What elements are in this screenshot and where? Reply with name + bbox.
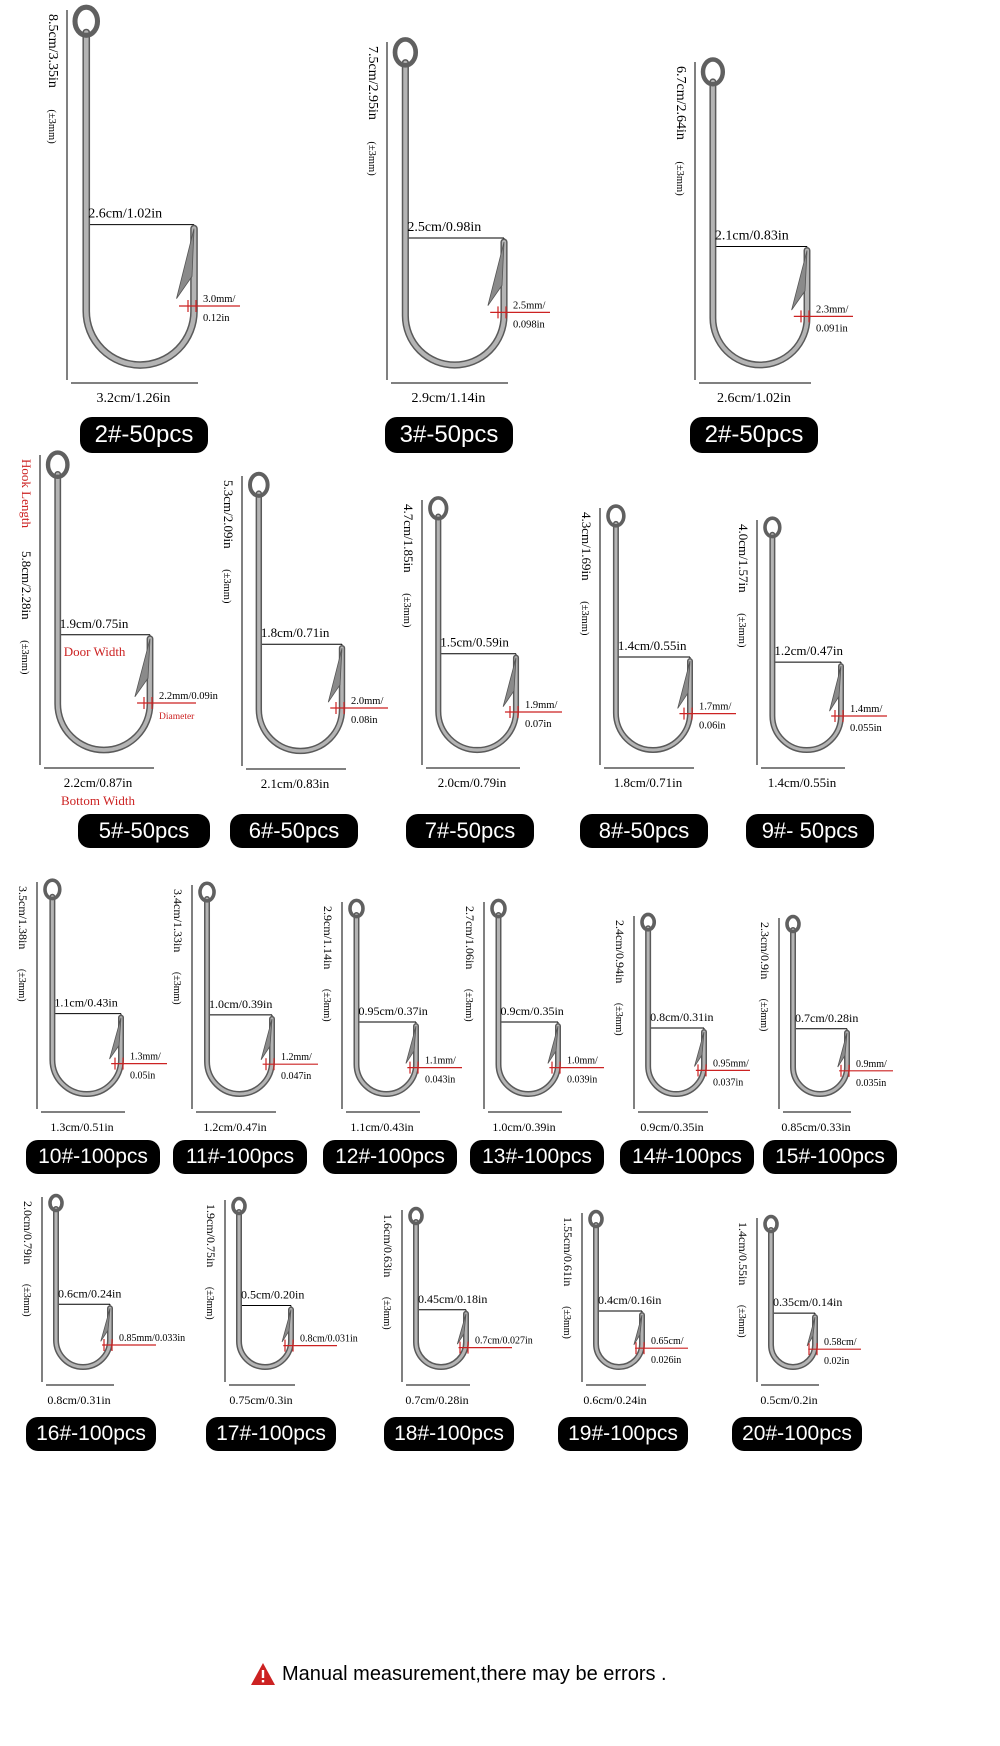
tolerance-label: (±3mm)	[171, 971, 182, 1005]
hook-shank	[58, 474, 150, 750]
size-badge: 10#-100pcs	[26, 1140, 160, 1174]
diameter-label: 1.2mm/	[281, 1052, 312, 1064]
length-label: 2.3cm/0.9in	[758, 922, 772, 980]
hook-item	[221, 474, 388, 791]
diameter-label-2: 0.037in	[713, 1077, 744, 1089]
length-label: 2.7cm/1.06in	[463, 906, 477, 970]
diameter-label-2: 0.026in	[651, 1355, 682, 1367]
length-label: 2.4cm/0.94in	[613, 920, 627, 984]
bottom-width-label: 1.8cm/0.71in	[613, 775, 683, 790]
hook-item	[463, 900, 604, 1134]
diameter-label: 1.7mm/	[699, 701, 732, 713]
door-width-label: 0.7cm/0.28in	[795, 1010, 859, 1025]
hook-item	[21, 1196, 185, 1408]
door-width-label: 1.5cm/0.59in	[440, 634, 509, 650]
diameter-label-2: 0.039in	[567, 1074, 598, 1086]
diameter-label: 0.65cm/	[651, 1336, 684, 1348]
size-badge: 13#-100pcs	[470, 1140, 604, 1174]
tolerance-label: (±3mm)	[736, 613, 747, 648]
door-width-label: 2.5cm/0.98in	[407, 220, 482, 236]
diameter-label: 2.3mm/	[816, 304, 849, 316]
hook-item	[16, 880, 167, 1134]
bottom-width-label: 0.75cm/0.3in	[229, 1393, 293, 1407]
length-label: 1.6cm/0.63in	[381, 1214, 395, 1278]
hook-item	[736, 1217, 861, 1408]
diameter-label: 2.5mm/	[513, 300, 546, 312]
door-width-label: 2.1cm/0.83in	[714, 228, 789, 244]
hook-shank	[405, 63, 504, 365]
tolerance-label: (±3mm)	[366, 141, 377, 176]
diameter-label: 1.9mm/	[525, 700, 558, 711]
diameter-label: 1.3mm/	[130, 1051, 161, 1063]
bottom-width-label: 1.3cm/0.51in	[50, 1120, 114, 1134]
hook-item	[45, 7, 240, 406]
bottom-width-label: 1.0cm/0.39in	[492, 1120, 556, 1134]
tolerance-label: (±3mm)	[204, 1286, 215, 1320]
bottom-width-label: 3.2cm/1.26in	[96, 391, 171, 406]
tolerance-label: (±3mm)	[16, 968, 27, 1002]
bottom-width-label: 2.6cm/1.02in	[717, 391, 791, 406]
size-badge: 20#-100pcs	[732, 1417, 862, 1451]
diameter-label: 0.8cm/0.031in	[300, 1333, 358, 1345]
tolerance-label: (±3mm)	[321, 988, 332, 1022]
door-width-label: 0.8cm/0.31in	[650, 1009, 714, 1024]
warning-triangle-icon	[250, 1662, 276, 1686]
size-badge: 14#-100pcs	[620, 1140, 754, 1174]
hook-shank-outline	[58, 474, 150, 750]
length-label: 3.4cm/1.33in	[171, 889, 185, 953]
diameter-label: 2.2mm/0.09in	[159, 691, 218, 702]
hook-item	[613, 914, 750, 1134]
door-width-caption: Door Width	[63, 643, 126, 659]
length-label: 1.9cm/0.75in	[204, 1204, 218, 1268]
hook-item	[736, 518, 887, 790]
tolerance-label: (±3mm)	[21, 1283, 32, 1317]
length-label: 1.55cm/0.61in	[561, 1217, 575, 1287]
tolerance-label: (±3mm)	[561, 1306, 572, 1339]
diameter-label: 2.0mm/	[351, 696, 384, 707]
bottom-width-label: 2.0cm/0.79in	[437, 775, 507, 790]
bottom-width-label: 2.1cm/0.83in	[260, 776, 330, 791]
hook-item	[401, 498, 562, 790]
hook-item	[365, 39, 550, 406]
bottom-width-label: 0.9cm/0.35in	[640, 1120, 704, 1134]
hook-shank	[713, 82, 807, 365]
diameter-label-2: 0.05in	[130, 1070, 156, 1082]
diameter-label: 1.1mm/	[425, 1055, 456, 1067]
bottom-width-label: 0.6cm/0.24in	[583, 1393, 647, 1407]
door-width-label: 0.45cm/0.18in	[418, 1291, 488, 1306]
diameter-label-2: 0.055in	[850, 723, 882, 734]
length-label: 4.0cm/1.57in	[736, 524, 751, 593]
length-label: 4.3cm/1.69in	[579, 512, 594, 581]
size-badge: 15#-100pcs	[763, 1140, 897, 1174]
tolerance-label: (±3mm)	[381, 1296, 392, 1330]
door-width-label: 1.1cm/0.43in	[54, 995, 118, 1010]
size-badge: 12#-100pcs	[323, 1140, 457, 1174]
hook-item	[758, 917, 893, 1135]
size-badge: 7#-50pcs	[406, 814, 534, 848]
tolerance-label: (±3mm)	[674, 161, 685, 196]
size-badge: 6#-50pcs	[230, 814, 358, 848]
hook-shank-outline	[405, 63, 504, 365]
size-badge: 5#-50pcs	[78, 814, 210, 848]
tolerance-label: (±3mm)	[463, 988, 474, 1022]
tolerance-label: (±3mm)	[613, 1002, 624, 1036]
tolerance-label: (±3mm)	[221, 569, 232, 604]
diameter-label: 0.85mm/0.033in	[119, 1333, 186, 1344]
tolerance-label: (±3mm)	[46, 109, 57, 144]
bottom-width-label: 1.2cm/0.47in	[203, 1120, 267, 1134]
length-label: 5.8cm/2.28in	[19, 551, 34, 620]
tolerance-label: (±3mm)	[579, 601, 590, 636]
door-width-label: 0.4cm/0.16in	[598, 1293, 662, 1308]
tolerance-label: (±3mm)	[401, 593, 412, 628]
tolerance-label: (±3mm)	[19, 640, 30, 675]
bottom-width-caption: Bottom Width	[61, 793, 135, 808]
hook-item	[321, 900, 462, 1134]
length-label: 8.5cm/3.35in	[45, 14, 60, 88]
hook-item	[673, 60, 853, 406]
diameter-caption: Diameter	[159, 712, 195, 722]
footer-note-text: Manual measurement,there may be errors .	[282, 1662, 667, 1685]
door-width-label: 0.5cm/0.20in	[241, 1287, 305, 1302]
footer-note	[250, 1658, 750, 1690]
length-label: 7.5cm/2.95in	[365, 46, 380, 120]
bottom-width-label: 0.8cm/0.31in	[47, 1393, 111, 1407]
hook-item	[381, 1209, 533, 1408]
size-badge: 17#-100pcs	[206, 1417, 336, 1451]
door-width-label: 1.9cm/0.75in	[59, 615, 129, 631]
bottom-width-label: 1.1cm/0.43in	[350, 1120, 414, 1134]
diameter-label-2: 0.08in	[351, 715, 378, 726]
bottom-width-label: 1.4cm/0.55in	[767, 775, 837, 790]
size-badge: 8#-50pcs	[580, 814, 708, 848]
size-badge: 11#-100pcs	[173, 1140, 307, 1174]
door-width-label: 0.9cm/0.35in	[500, 1004, 564, 1019]
diameter-label: 1.4mm/	[850, 704, 883, 715]
door-width-label: 0.95cm/0.37in	[358, 1004, 428, 1019]
size-badge: 3#-50pcs	[385, 417, 513, 453]
diameter-label: 3.0mm/	[203, 294, 236, 305]
hook-shank-outline	[86, 33, 194, 366]
hook-item	[579, 506, 736, 790]
hook-shank-outline	[713, 82, 807, 365]
door-width-label: 1.2cm/0.47in	[774, 643, 843, 659]
diameter-label-2: 0.06in	[699, 720, 726, 732]
size-badge: 2#-50pcs	[80, 417, 208, 453]
size-badge: 2#-50pcs	[690, 417, 818, 453]
length-label: 2.0cm/0.79in	[21, 1201, 35, 1265]
diameter-label-2: 0.12in	[203, 313, 230, 324]
diameter-label: 1.0mm/	[567, 1055, 598, 1067]
door-width-label: 0.6cm/0.24in	[58, 1286, 122, 1301]
door-width-label: 1.4cm/0.55in	[617, 638, 687, 654]
bottom-width-label: 0.7cm/0.28in	[405, 1393, 469, 1407]
length-label: 5.3cm/2.09in	[221, 480, 236, 549]
hook-shank	[86, 33, 194, 366]
diameter-label-2: 0.07in	[525, 719, 552, 730]
hook-shank	[616, 524, 690, 750]
length-label: 2.9cm/1.14in	[321, 906, 335, 970]
length-label: 3.5cm/1.38in	[16, 886, 30, 950]
hook-item	[19, 453, 219, 808]
diameter-label-2: 0.098in	[513, 319, 545, 331]
diameter-label: 0.58cm/	[824, 1337, 857, 1349]
hook-shank-outline	[438, 517, 516, 750]
hook-item	[561, 1212, 688, 1408]
hook-item	[204, 1199, 358, 1408]
hook-shank	[438, 517, 516, 750]
diameter-label-2: 0.047in	[281, 1071, 312, 1083]
diameter-label-2: 0.035in	[856, 1077, 887, 1089]
hook-length-caption: Hook Length	[19, 459, 34, 528]
diameter-label: 0.9mm/	[856, 1058, 887, 1070]
bottom-width-label: 2.2cm/0.87in	[63, 775, 133, 790]
diameter-label: 0.7cm/0.027in	[475, 1335, 533, 1347]
size-badge: 16#-100pcs	[26, 1417, 156, 1451]
hook-shank-outline	[616, 524, 690, 750]
diameter-label-2: 0.043in	[425, 1074, 456, 1086]
door-width-label: 1.8cm/0.71in	[260, 625, 330, 641]
tolerance-label: (±3mm)	[736, 1304, 747, 1338]
hook-shank-outline	[259, 494, 342, 751]
door-width-label: 1.0cm/0.39in	[209, 996, 273, 1011]
diameter-label-2: 0.02in	[824, 1356, 850, 1368]
door-width-label: 2.6cm/1.02in	[88, 206, 163, 222]
hook-shank	[259, 494, 342, 751]
bottom-width-label: 0.5cm/0.2in	[760, 1393, 818, 1407]
size-badge: 19#-100pcs	[558, 1417, 688, 1451]
hook-item	[171, 883, 318, 1134]
door-width-label: 0.35cm/0.14in	[773, 1295, 843, 1310]
diameter-label-2: 0.091in	[816, 323, 848, 335]
length-label: 1.4cm/0.55in	[736, 1222, 750, 1286]
length-label: 6.7cm/2.64in	[673, 66, 688, 140]
size-badge: 9#- 50pcs	[746, 814, 874, 848]
bottom-width-label: 0.85cm/0.33in	[781, 1120, 851, 1134]
size-badge: 18#-100pcs	[384, 1417, 514, 1451]
length-label: 4.7cm/1.85in	[401, 504, 416, 573]
diameter-label: 0.95mm/	[713, 1058, 749, 1070]
tolerance-label: (±3mm)	[758, 998, 769, 1032]
bottom-width-label: 2.9cm/1.14in	[411, 391, 486, 406]
